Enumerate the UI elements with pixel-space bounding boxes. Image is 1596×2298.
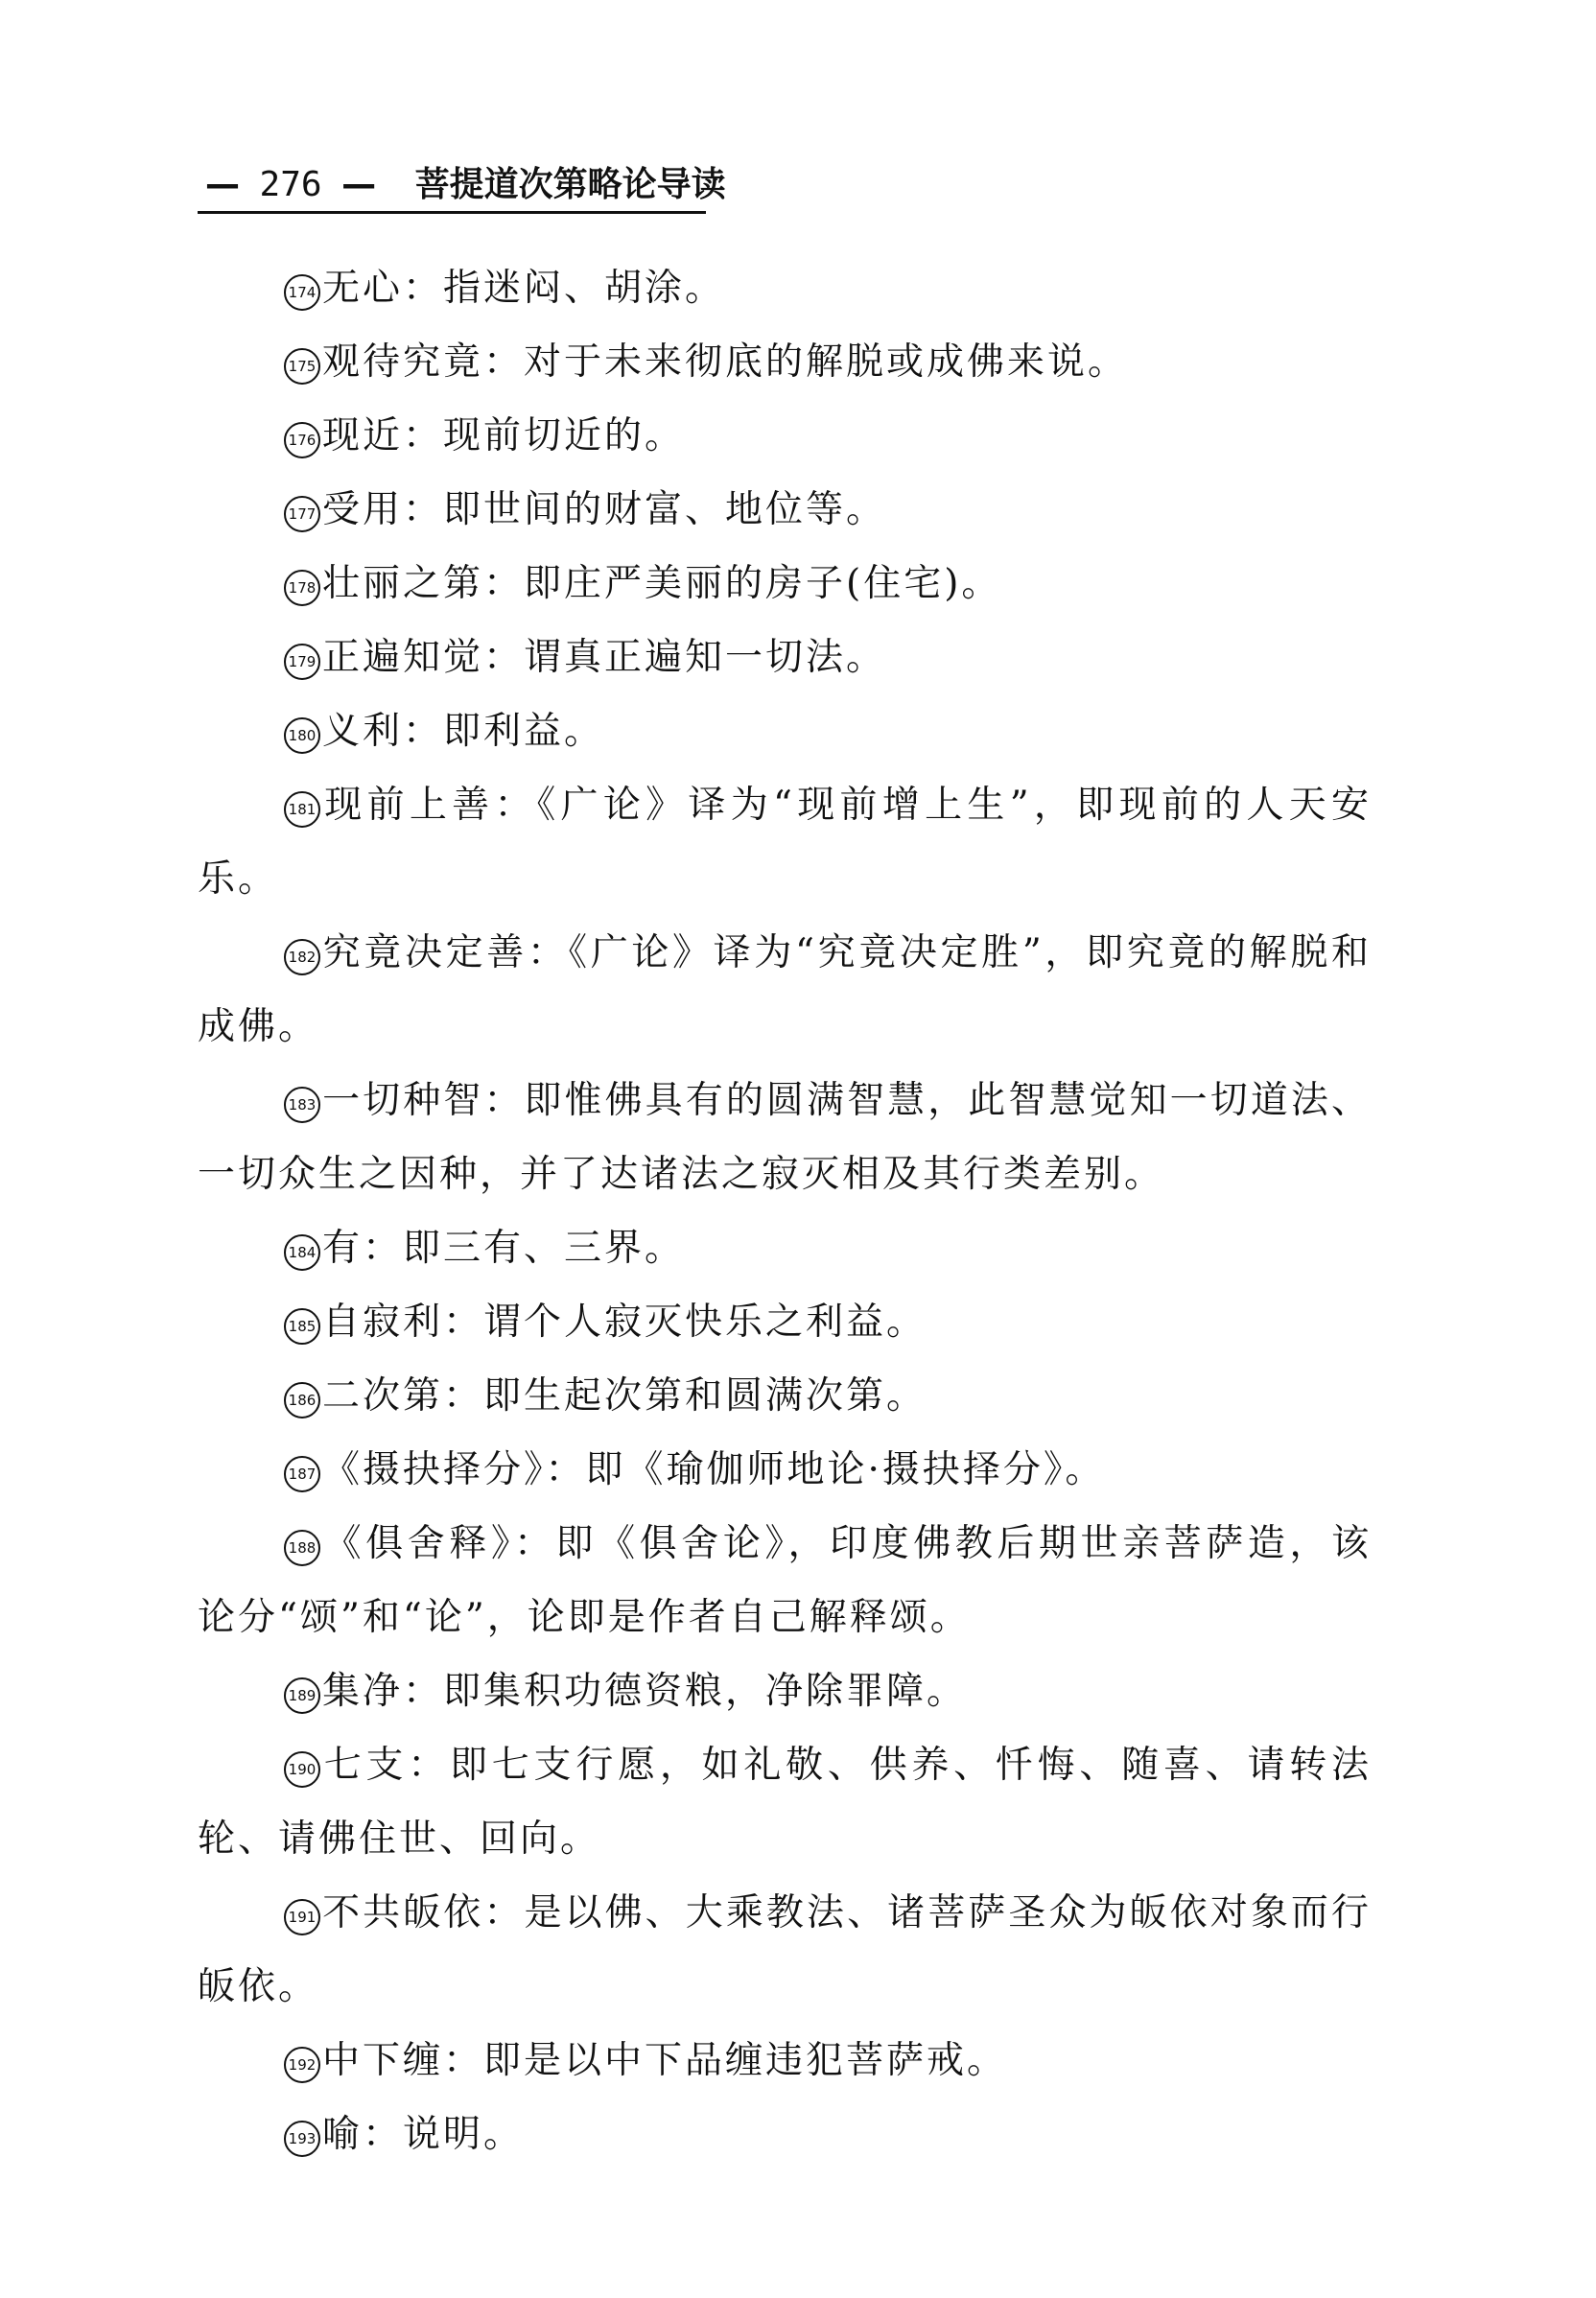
footnote-entry xyxy=(198,547,1372,621)
footnote-text: 中下缠：即是以中下品缠违犯菩萨戒。 xyxy=(322,2039,1008,2082)
footnote-number: 187 xyxy=(284,1456,320,1492)
footnote-text: 喻：说明。 xyxy=(322,2113,525,2156)
footnote-entry xyxy=(198,1507,1372,1654)
running-header xyxy=(198,159,726,214)
footnote-text: 《俱舍释》：即《俱舍论》，印度佛教后期世亲菩萨造，该论分“颂”和“论”，论即是作者自己解释颂。 xyxy=(198,1522,1372,1639)
footnote-number: 192 xyxy=(284,2047,320,2083)
footnote-number: 178 xyxy=(284,570,320,606)
footnote-text: 受用：即世间的财富、地位等。 xyxy=(322,488,887,531)
footnote-text: 无心：指迷闷、胡涂。 xyxy=(322,267,726,310)
footnote-entry xyxy=(198,251,1372,325)
footnote-text: 究竟决定善：《广论》译为“究竟决定胜”，即究竟的解脱和成佛。 xyxy=(198,931,1372,1048)
footnote-entry xyxy=(198,621,1372,694)
footnote-number: 176 xyxy=(284,422,320,458)
book-title: 菩提道次第略论导读 xyxy=(414,165,726,204)
footnote-number: 175 xyxy=(284,348,320,385)
footnote-entry xyxy=(198,916,1372,1064)
page-number: 276 xyxy=(259,165,322,204)
footnote-text: 一切种智：即惟佛具有的圆满智慧，此智慧觉知一切道法、一切众生之因种，并了达诸法之寂灭相及其行类差别。 xyxy=(198,1079,1372,1196)
footnote-entry xyxy=(198,399,1372,473)
footnote-number: 184 xyxy=(284,1234,320,1271)
footnote-list xyxy=(198,251,1372,2171)
footnote-text: 集净：即集积功德资粮，净除罪障。 xyxy=(322,1670,968,1713)
footnote-number: 182 xyxy=(284,939,320,975)
header-dash-right: — xyxy=(341,165,377,204)
footnote-text: 义利：即利益。 xyxy=(322,710,605,753)
footnote-entry xyxy=(198,1211,1372,1285)
footnote-number: 186 xyxy=(284,1382,320,1419)
footnote-text: 现近：现前切近的。 xyxy=(322,414,686,457)
footnote-text: 有：即三有、三界。 xyxy=(322,1227,686,1270)
footnote-number: 191 xyxy=(284,1899,320,1935)
footnote-entry xyxy=(198,1728,1372,1876)
footnote-entry xyxy=(198,694,1372,768)
footnote-entry xyxy=(198,2024,1372,2098)
footnote-entry xyxy=(198,325,1372,399)
footnote-text: 《摄抉择分》：即《瑜伽师地论·摄抉择分》。 xyxy=(322,1448,1106,1491)
footnote-text: 七支：即七支行愿，如礼敬、供养、忏悔、随喜、请转法轮、请佛住世、回向。 xyxy=(198,1744,1372,1861)
footnote-entry xyxy=(198,1433,1372,1507)
footnote-number: 183 xyxy=(284,1087,320,1123)
footnote-number: 185 xyxy=(284,1308,320,1345)
footnote-text: 正遍知觉：谓真正遍知一切法。 xyxy=(322,636,887,679)
footnote-entry xyxy=(198,1064,1372,1211)
footnote-text: 二次第：即生起次第和圆满次第。 xyxy=(322,1374,927,1418)
header-dash-left: — xyxy=(205,165,240,204)
footnote-number: 174 xyxy=(284,274,320,311)
footnote-text: 现前上善：《广论》译为“现前增上生”，即现前的人天安乐。 xyxy=(198,784,1372,901)
footnote-number: 189 xyxy=(284,1677,320,1714)
footnote-entry xyxy=(198,1876,1372,2024)
footnote-entry xyxy=(198,473,1372,547)
footnote-number: 180 xyxy=(284,717,320,754)
footnote-text: 观待究竟：对于未来彻底的解脱或成佛来说。 xyxy=(322,340,1129,384)
footnote-number: 177 xyxy=(284,496,320,532)
footnote-entry xyxy=(198,768,1372,916)
footnote-text: 不共皈依：是以佛、大乘教法、诸菩萨圣众为皈依对象而行皈依。 xyxy=(198,1891,1372,2008)
footnote-number: 193 xyxy=(284,2121,320,2157)
footnote-number: 179 xyxy=(284,644,320,680)
footnote-entry xyxy=(198,1654,1372,1728)
footnote-entry xyxy=(198,2098,1372,2171)
footnote-entry xyxy=(198,1359,1372,1433)
footnote-number: 190 xyxy=(284,1751,320,1788)
footnote-text: 壮丽之第：即庄严美丽的房子(住宅)。 xyxy=(322,562,1002,605)
footnote-entry xyxy=(198,1285,1372,1359)
footnote-number: 188 xyxy=(284,1530,320,1566)
footnote-number: 181 xyxy=(284,791,320,828)
footnote-text: 自寂利：谓个人寂灭快乐之利益。 xyxy=(322,1301,927,1344)
